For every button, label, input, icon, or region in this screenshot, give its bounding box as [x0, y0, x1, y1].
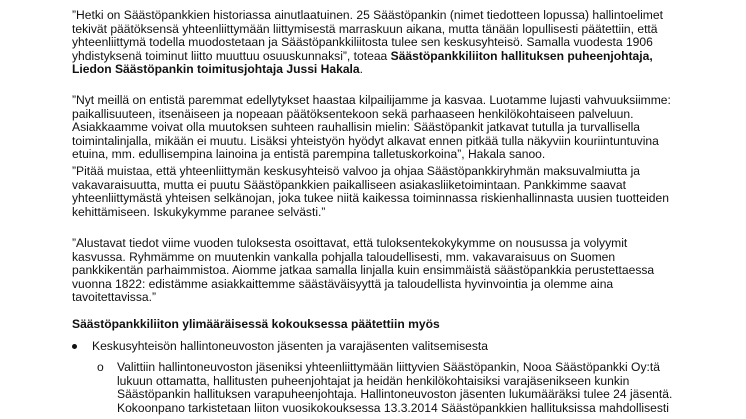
paragraph-results: [72, 237, 692, 305]
paragraph-text: ”Nyt meillä on entistä paremmat edellytykset haastaa kilpailijamme ja kasvaa. Luotamme lujasti vahvuuksiimme: paikallisuuteen, itsenäiseen ja nopeaan päätöksentekoon sekä parhaaseen henkilökohtaiseen palveluun. Asiakkaamme voivat olla muutoksen suhteen rauhallisin mielin: Säästöpankit jatkavat tutulla ja turvallisella toimintalinjalla, mikään ei muutu. Lisäksi yhteistyön hyödyt alkavat ennen pitkää tulla näkyviin kouriintuntuvina etuina, mm. edullisempina lainoina ja entistä parempina talletuskorkoina”, Hakala sanoo.: [72, 93, 671, 161]
speaker-name-bold: Säästöpankkiliiton hallituksen puheenjohtaja, Liedon Säästöpankin toimitusjohtaja Jussi Hakala: [72, 48, 653, 76]
paragraph-text: ”Pitää muistaa, että yhteenliittymän keskusyhteisö valvoo ja ohjaa Säästöpankkiryhmän maksuvalmiutta ja vakavaraisuutta, mutta ei puutu Säästöpankkien paikalliseen asiakasliiketoimintaan. Pankkimme saavat yhteenliittymästä yhteisen selkänojan, joka tukee niitä kaikessa toiminnassa riskienhallinnasta uusien tuotteiden kehittämiseen. Iskukykymme paranee selvästi.”: [72, 164, 669, 219]
bullet-text: Keskusyhteisön hallintoneuvoston jäsenten ja varajäsenten valitsemisesta: [92, 339, 488, 353]
paragraph-text: ”Hetki on Säästöpankkien historiassa ainutlaatuinen. 25 Säästöpankin (nimet tiedotteen lopussa) hallintoelimet tekivät päätöksensä yhteenliittymään liittymisestä marraskuun aikana, mutta tänään lopullisesti päätettiin, että yhteenliittymä todella muodostetaan ja Säästöpankkiliitosta tulee sen keskusyhteisö. Samalla vuodesta 1906 yhdistyksenä toiminut liitto muuttuu osuuskunnaksi”, toteaa: [72, 8, 663, 63]
paragraph-tail: .: [359, 62, 364, 76]
bullet-list-item: [72, 340, 692, 354]
paragraph-quote-hakala: [72, 9, 692, 77]
sub-bullet-marker: o: [97, 360, 104, 374]
section-heading: Säästöpankkiliiton ylimääräisessä kokouksessa päätettiin myös: [72, 317, 440, 331]
paragraph-opportunity: [72, 94, 692, 162]
bullet-dot-icon: [72, 344, 77, 349]
sub-bullet-text: Valittiin hallintoneuvoston jäseniksi yhteenliittymään liittyvien Säästöpankin, Nooa Säästöpankki Oy:tä lukuun ottamatta, hallitusten puheenjohtajat ja heidän henkilökohtaisiksi varajäsenikseen kunkin Säästöpankin hallituksen varapuheenjohtaja. Hallintoneuvoston jäsenten lukumääräksi tulee 24 jäsentä. Kokoonpano tarkistetaan liiton vuosikokouksessa 13.3.2014 Säästöpankkien hallituksissa mahdollisesti: [117, 360, 673, 415]
paragraph-supervision: [72, 165, 692, 219]
paragraph-text: ”Alustavat tiedot viime vuoden tuloksesta osoittavat, että tuloksentekokykymme on nousussa ja volyymit kasvussa. Ryhmämme on muutenkin vankalla pohjalla taloudellisesti, mm. vakavaraisuus on Suomen pankkikentän parhaimmistoa. Aiomme jatkaa samalla linjalla kuin ensimmäistä säästöpankkia perustettaessa vuonna 1822: edistämme asiakkaittemme säästäväisyyttä ja taloudellista hyvinvointia ja olemme aina tavoitettavissa.”: [72, 236, 655, 304]
